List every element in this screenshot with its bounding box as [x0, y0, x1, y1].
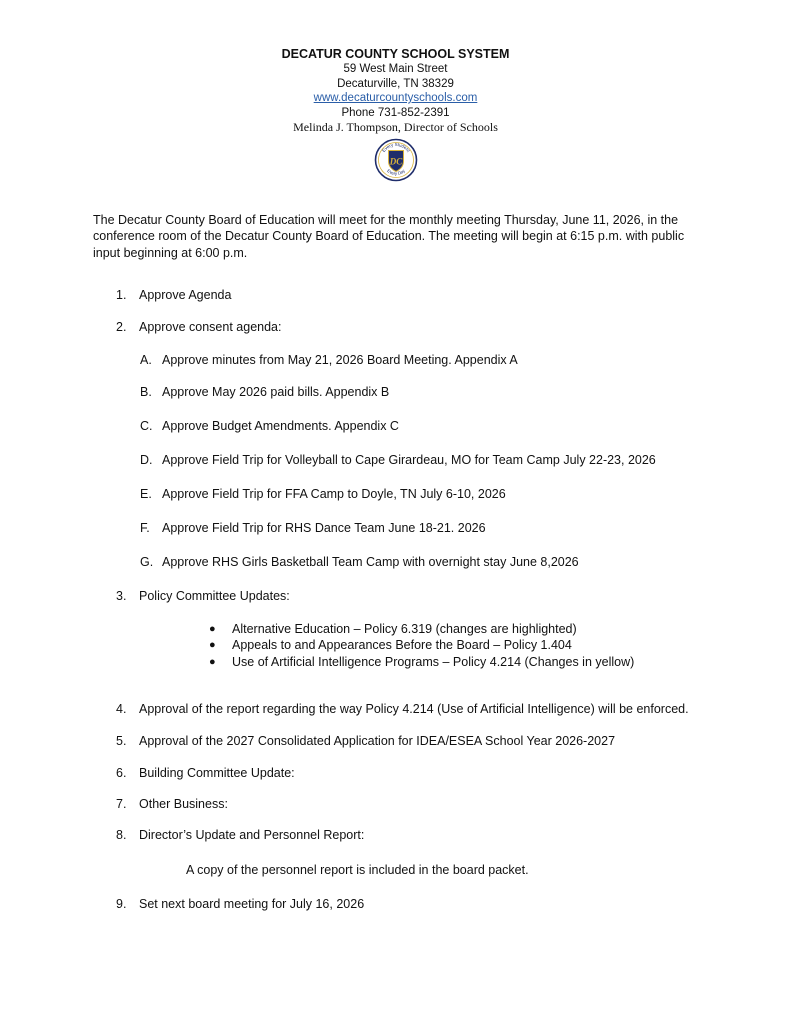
logo-monogram: DC [389, 156, 403, 167]
personnel-report-note: A copy of the personnel report is included in the board packet. [186, 863, 529, 877]
bullet-icon: ● [209, 623, 216, 635]
bullet-icon: ● [209, 639, 216, 651]
bullet-icon: ● [209, 656, 216, 668]
address-street: 59 West Main Street [343, 63, 448, 75]
logo-ring-top: Every Student [381, 141, 412, 153]
organization-name: DECATUR COUNTY SCHOOL SYSTEM [281, 47, 510, 61]
letterhead [0, 46, 791, 135]
school-logo [374, 138, 418, 182]
meeting-notice: The Decatur County Board of Education will meet for the monthly meeting Thursday, June 11, 2026, in the conference room of the Decatur County Board of Education. The meeting will begin at 6:15 p.m. with public input beginning at 6:00 p.m. [93, 213, 685, 260]
logo-ring-bottom: Every Day [386, 168, 406, 176]
director-name: Melinda J. Thompson, Director of Schools [293, 120, 498, 135]
website-link[interactable]: www.decaturcountyschools.com [313, 92, 478, 105]
address-city: Decaturville, TN 38329 [337, 77, 454, 90]
phone-number: Phone 731-852-2391 [341, 106, 450, 119]
document-page: DECATUR COUNTY SCHOOL SYSTEM 59 West Main Street Decaturville, TN 38329 www.decaturcountyschools.com Phone 731-852-2391 Melinda J. Thompson, Director of Schools DC Every Student Every Day The Decatur County Board of Education will meet for the monthly meeting Thursday, June 11, 2026, in the conference room of the Decatur County Board of Education. The meeting will begin at 6:15 p.m. with public input beginning at 6:00 p.m. 1. Approve Agenda 2. Approve consent agenda: A. Approve minutes from May 21, 2026 Board Meeting. Appendix A B. Approve May 2026 paid bills. Appendix B C. Approve Budget Amendments. Appendix C D. Approve Field Trip for Volleyball to Cape Girardeau, MO for Team Camp July 22-23, 2026 E. Approve Field Trip for FFA Camp to Doyle, TN July 6-10, 2026 F. Approve Field Trip for RHS Dance Team June 18-21. 2026 G. Approve RHS Girls Basketball Team Camp with overnight stay June 8,2026 3. Policy Committee Updates: ● Alternative Education – Policy 6.319 (changes are highlighted) ● Appeals to and Appearances Before the Board – Policy 1.404 ● Use of Artificial Intelligence Programs – Policy 4.214 (Changes in yellow) 4. Approval of the report regarding the way Policy 4.214 (Use of Artificial Intelligence) will be enforced. 5. Approval of the 2027 Consolidated Application for IDEA/ESEA School Year 2026-2027 6. Building Committee Update: 7. Other Business: 8. Director’s Update and Personnel Report: A copy of the personnel report is included in the board packet. 9. Set next board meeting for July 16, 2026 [0, 0, 791, 1024]
